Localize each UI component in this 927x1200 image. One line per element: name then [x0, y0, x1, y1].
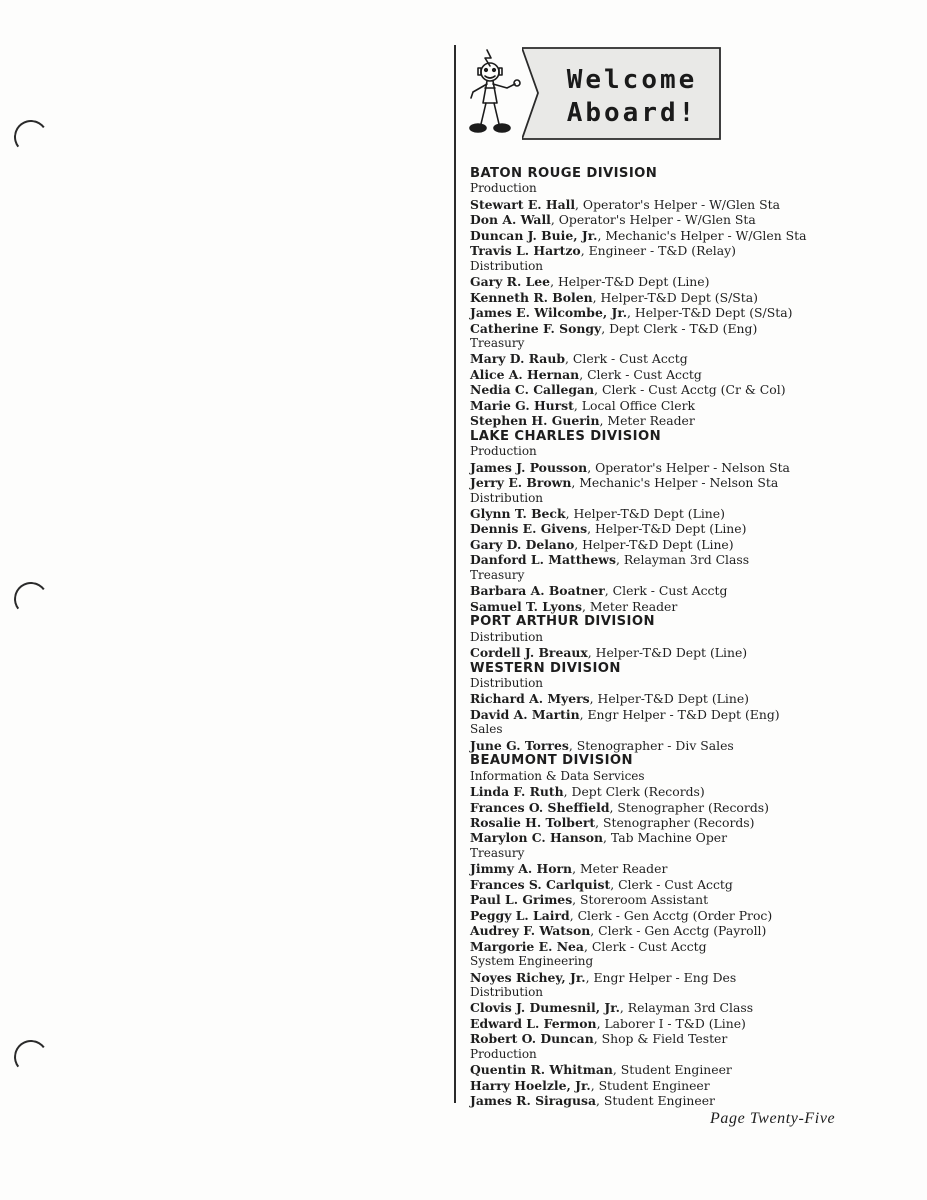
employee-entry: [470, 815, 920, 830]
employee-name: Kenneth R. Bolen: [470, 289, 593, 305]
department-heading: Production: [470, 444, 537, 459]
department-heading: Distribution: [470, 985, 544, 1000]
employee-name: Gary D. Delano: [470, 536, 575, 552]
employee-name: Danford L. Matthews: [470, 552, 616, 568]
employee-name: June G. Torres: [470, 737, 569, 753]
employee-name: Peggy L. Laird: [470, 907, 570, 923]
employee-title: , Stenographer (Records): [609, 799, 769, 815]
employee-name: Noyes Richey, Jr.: [470, 969, 586, 985]
employee-name: Paul L. Grimes: [470, 892, 573, 908]
employee-entry: [470, 800, 920, 815]
employee-title: , Local Office Clerk: [573, 397, 696, 413]
employee-title: , Tab Machine Oper: [603, 830, 728, 846]
employee-entry: [470, 537, 920, 552]
employee-title: , Helper-T&D Dept (Line): [589, 691, 750, 707]
employee-title: , Operator's Helper - W/Glen Sta: [550, 212, 756, 228]
department-heading: Distribution: [470, 675, 544, 690]
department-heading: Distribution: [470, 490, 544, 505]
employee-title: , Helper-T&D Dept (Line): [587, 645, 748, 661]
employee-entry: [470, 274, 920, 289]
employee-title: , Engr Helper - T&D Dept (Eng): [579, 706, 780, 722]
employee-title: , Clerk - Gen Acctg (Payroll): [590, 923, 767, 939]
employee-title: , Operator's Helper - Nelson Sta: [587, 459, 790, 475]
employee-name: David A. Martin: [470, 706, 580, 722]
division-heading: WESTERN DIVISION: [470, 660, 621, 676]
employee-name: Jimmy A. Horn: [470, 861, 573, 877]
binder-hole-bottom: [12, 1038, 50, 1076]
employee-title: , Helper-T&D Dept (Line): [565, 505, 725, 521]
employee-name: Harry Hoelzle, Jr.: [470, 1077, 591, 1093]
employee-title: , Mechanic's Helper - Nelson Sta: [571, 475, 779, 491]
employee-name: Dennis E. Givens: [470, 521, 588, 537]
employee-name: Quentin R. Whitman: [470, 1062, 613, 1078]
department-heading: Sales: [470, 722, 503, 737]
employee-entry: [470, 1031, 920, 1046]
employee-entry: [470, 583, 920, 598]
employee-title: , Engineer - T&D (Relay): [580, 243, 736, 259]
division-heading: LAKE CHARLES DIVISION: [470, 428, 662, 444]
employee-name: Stewart E. Hall: [470, 196, 576, 212]
employee-entry: [470, 506, 920, 521]
employee-title: , Storeroom Assistant: [572, 892, 709, 908]
employee-title: , Clerk - Gen Acctg (Order Proc): [569, 907, 773, 923]
employee-name: Nedia C. Callegan: [470, 382, 595, 398]
employee-name: Mary D. Raub: [470, 351, 565, 367]
employee-entry: [470, 367, 920, 382]
employee-entry: [470, 908, 920, 923]
employee-name: Audrey F. Watson: [470, 923, 591, 939]
binder-hole-middle: [12, 580, 50, 618]
employee-name: Edward L. Fermon: [470, 1015, 597, 1031]
department-heading: Information & Data Services: [470, 768, 645, 783]
employee-title: , Meter Reader: [599, 413, 695, 429]
employee-title: , Clerk - Cust Acctg (Cr & Col): [594, 382, 786, 398]
division-heading: BATON ROUGE DIVISION: [470, 166, 658, 181]
employee-title: , Meter Reader: [581, 598, 678, 614]
department-heading: Production: [470, 181, 537, 196]
employee-entry: [470, 413, 920, 428]
employee-entry: [470, 645, 920, 660]
employee-entry: [470, 599, 920, 614]
employee-entry: [470, 290, 920, 305]
banner-title: [548, 64, 716, 130]
employee-title: , Helper-T&D Dept (Line): [587, 521, 747, 537]
employee-name: Richard A. Myers: [470, 691, 590, 707]
banner-line-2: Aboard!: [566, 98, 698, 128]
department-heading: Treasury: [470, 335, 525, 350]
employee-title: , Operator's Helper - W/Glen Sta: [575, 196, 780, 212]
employee-title: , Student Engineer: [590, 1077, 710, 1093]
employee-title: , Relayman 3rd Class: [619, 1000, 754, 1016]
employee-name: James R. Siragusa: [470, 1093, 596, 1109]
column-rule: [454, 45, 456, 1103]
employee-title: , Stenographer (Records): [595, 815, 755, 831]
employee-name: Marylon C. Hanson: [470, 830, 604, 846]
employee-title: , Clerk - Cust Acctg: [604, 583, 728, 599]
page-number: Page Twenty-Five: [710, 1110, 836, 1127]
employee-entry: [470, 305, 920, 320]
department-heading: Distribution: [470, 629, 544, 644]
employee-title: , Helper-T&D Dept (S/Sta): [627, 305, 793, 321]
employee-entry: [470, 923, 920, 938]
employee-title: , Mechanic's Helper - W/Glen Sta: [597, 227, 807, 243]
binder-hole-top: [12, 118, 50, 156]
employee-name: Frances O. Sheffield: [470, 799, 610, 815]
employee-title: , Engr Helper - Eng Des: [585, 969, 737, 985]
employee-name: Gary R. Lee: [470, 274, 551, 290]
employee-entry: [470, 892, 920, 907]
department-heading: System Engineering: [470, 954, 594, 969]
employee-name: Alice A. Hernan: [470, 366, 580, 382]
employee-title: , Helper-T&D Dept (S/Sta): [592, 289, 758, 305]
employee-name: Margorie E. Nea: [470, 938, 584, 954]
employee-name: Cordell J. Breaux: [470, 645, 588, 661]
employee-title: , Shop & Field Tester: [593, 1031, 728, 1047]
employee-entry: [470, 1062, 920, 1077]
employee-title: , Student Engineer: [596, 1093, 715, 1109]
employee-entry: [470, 970, 920, 985]
employee-title: , Clerk - Cust Acctg: [565, 351, 688, 367]
employee-entry: [470, 1016, 920, 1031]
employee-entry: [470, 1078, 920, 1093]
employee-entry: [470, 707, 920, 722]
employee-name: Samuel T. Lyons: [470, 598, 582, 614]
employee-entry: [470, 351, 920, 366]
employee-name: Robert O. Duncan: [470, 1031, 594, 1047]
division-heading: BEAUMONT DIVISION: [470, 753, 633, 769]
employee-name: James E. Wilcombe, Jr.: [470, 305, 628, 321]
employee-entry: [470, 398, 920, 413]
employee-entry: [470, 552, 920, 567]
employee-name: Rosalie H. Tolbert: [470, 815, 596, 831]
employee-entry: [470, 830, 920, 845]
new-employee-list: [470, 166, 920, 1109]
employee-name: Clovis J. Dumesnil, Jr.: [470, 1000, 620, 1016]
employee-name: Jerry E. Brown: [470, 475, 572, 491]
employee-entry: [470, 212, 920, 227]
department-heading: Distribution: [470, 258, 544, 273]
employee-title: , Relayman 3rd Class: [615, 552, 750, 568]
employee-entry: [470, 475, 920, 490]
employee-name: Travis L. Hartzo: [470, 243, 581, 259]
employee-title: , Dept Clerk (Records): [563, 784, 705, 800]
employee-entry: [470, 521, 920, 536]
department-heading: Treasury: [470, 567, 525, 582]
employee-title: , Clerk - Cust Acctg: [583, 938, 707, 954]
employee-entry: [470, 1093, 920, 1108]
employee-name: Linda F. Ruth: [470, 784, 564, 800]
employee-title: , Clerk - Cust Acctg: [610, 876, 733, 892]
employee-title: , Laborer I - T&D (Line): [596, 1015, 746, 1031]
employee-entry: [470, 460, 920, 475]
employee-name: Barbara A. Boatner: [470, 583, 605, 599]
employee-name: Don A. Wall: [470, 212, 551, 228]
employee-entry: [470, 738, 920, 753]
employee-name: Duncan J. Buie, Jr.: [470, 227, 598, 243]
employee-entry: [470, 939, 920, 954]
employee-entry: [470, 382, 920, 397]
employee-title: , Stenographer - Div Sales: [568, 737, 734, 753]
department-heading: Production: [470, 1046, 537, 1061]
banner-line-1: Welcome: [566, 65, 698, 95]
employee-title: , Dept Clerk - T&D (Eng): [601, 320, 758, 336]
employee-entry: [470, 691, 920, 706]
employee-entry: [470, 784, 920, 799]
employee-name: Stephen H. Guerin: [470, 413, 600, 429]
division-heading: PORT ARTHUR DIVISION: [470, 614, 655, 630]
mascot-illustration: [465, 48, 525, 140]
employee-name: Frances S. Carlquist: [470, 876, 611, 892]
employee-entry: [470, 861, 920, 876]
employee-name: Marie G. Hurst: [470, 397, 574, 413]
employee-entry: [470, 243, 920, 258]
employee-entry: [470, 321, 920, 336]
employee-title: , Clerk - Cust Acctg: [579, 366, 702, 382]
employee-entry: [470, 877, 920, 892]
employee-name: James J. Pousson: [470, 459, 588, 475]
employee-title: , Helper-T&D Dept (Line): [574, 536, 734, 552]
employee-entry: [470, 228, 920, 243]
employee-entry: [470, 1000, 920, 1015]
employee-name: Glynn T. Beck: [470, 505, 566, 521]
employee-title: , Meter Reader: [572, 861, 668, 877]
employee-title: , Student Engineer: [612, 1062, 732, 1078]
employee-name: Catherine F. Songy: [470, 320, 602, 336]
employee-entry: [470, 197, 920, 212]
department-heading: Treasury: [470, 845, 525, 860]
employee-title: , Helper-T&D Dept (Line): [550, 274, 710, 290]
